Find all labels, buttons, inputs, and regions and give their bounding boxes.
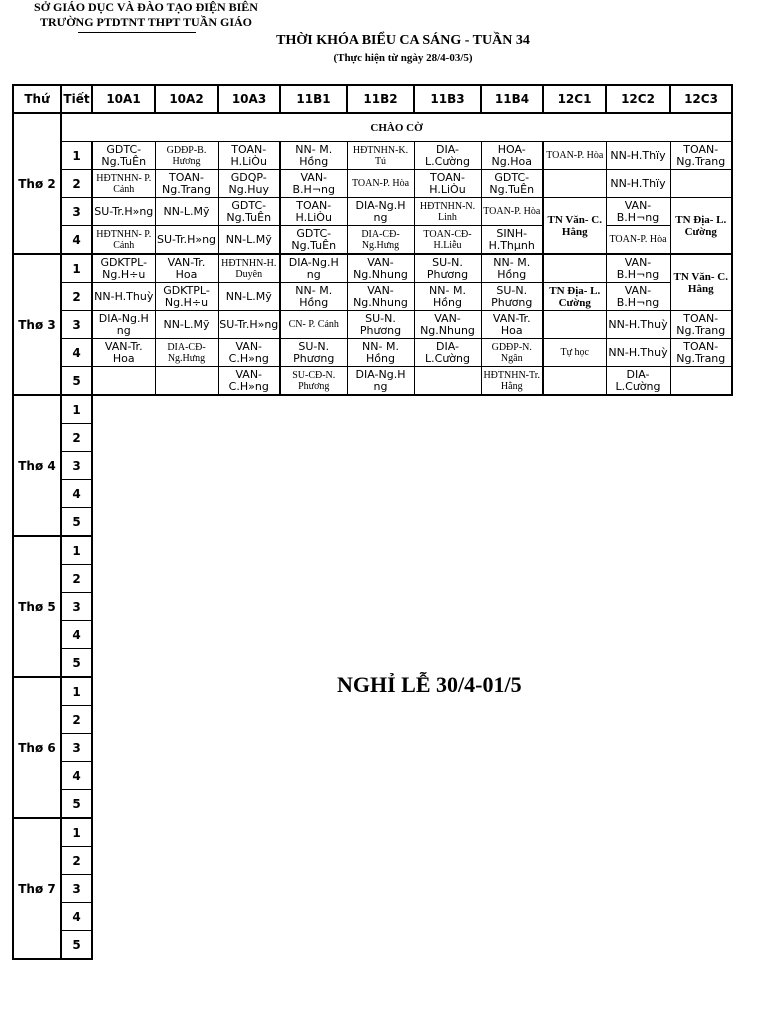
period-number: 4 <box>61 621 92 649</box>
day-label: Thø 6 <box>13 677 61 818</box>
department-name: SỞ GIÁO DỤC VÀ ĐÀO TẠO ĐIỆN BIÊN <box>34 0 258 14</box>
cell: NN-H.Thuỳ <box>606 339 670 367</box>
period-number: 1 <box>61 536 92 565</box>
col-header-11b4: 11B4 <box>481 85 543 113</box>
table-row <box>13 254 732 283</box>
cell: VAN-Tr. Hoa <box>481 311 543 339</box>
col-header-12c3: 12C3 <box>670 85 732 113</box>
cell <box>670 367 732 396</box>
cell: NN-L.Mỹ <box>218 283 280 311</box>
period-number: 1 <box>61 818 92 847</box>
timetable <box>12 84 733 960</box>
cell: Tự học <box>543 339 606 367</box>
cell: TOAN-P. Hòa <box>481 198 543 226</box>
table-row <box>13 339 732 367</box>
table-row <box>13 367 732 396</box>
day-label: Thø 2 <box>13 113 61 254</box>
day-label: Thø 4 <box>13 395 61 536</box>
cell: NN-H.Thïy <box>606 170 670 198</box>
period-number: 5 <box>61 931 92 960</box>
date-range: (Thực hiện từ ngày 28/4-03/5) <box>333 52 473 64</box>
period-number: 3 <box>61 198 92 226</box>
cell: GDĐP-B. Hương <box>155 142 218 170</box>
period-number: 1 <box>61 395 92 424</box>
period-number: 4 <box>61 903 92 931</box>
period-number: 3 <box>61 311 92 339</box>
cell: CN- P. Cảnh <box>280 311 347 339</box>
col-header-11b3: 11B3 <box>414 85 481 113</box>
cell: VAN-C.H»ng <box>218 339 280 367</box>
cell: TOAN-P. Hòa <box>606 226 670 255</box>
cell: DIA-Ng.H ng <box>347 367 414 396</box>
school-name: TRƯỜNG PTDTNT THPT TUẦN GIÁO <box>39 15 253 29</box>
period-number: 2 <box>61 565 92 593</box>
cell: HĐTNHN-N. Linh <box>414 198 481 226</box>
cell: VAN-B.H¬ng <box>606 254 670 283</box>
cell: GDKTPL-Ng.H÷u <box>92 254 155 283</box>
cell: NN-H.Thuỳ <box>92 283 155 311</box>
col-header-11b1: 11B1 <box>280 85 347 113</box>
period-number: 1 <box>61 254 92 283</box>
period-number: 2 <box>61 424 92 452</box>
cell <box>92 367 155 396</box>
cell: SU-CĐ-N. Phương <box>280 367 347 396</box>
cell: HOA-Ng.Hoa <box>481 142 543 170</box>
cell: GDTC-Ng.TuÊn <box>481 170 543 198</box>
col-header-11b2: 11B2 <box>347 85 414 113</box>
day-label: Thø 3 <box>13 254 61 395</box>
cell: NN- M. Hồng <box>347 339 414 367</box>
table-row <box>13 142 732 170</box>
cell: DIA-Ng.H ng <box>92 311 155 339</box>
cell <box>543 311 606 339</box>
cell <box>414 367 481 396</box>
cell: NN-L.Mỹ <box>155 198 218 226</box>
period-number: 4 <box>61 226 92 255</box>
period-number: 2 <box>61 847 92 875</box>
cell: DIA-L.Cường <box>606 367 670 396</box>
cell: HĐTNHN-H. Duyên <box>218 254 280 283</box>
cell: HĐTNHN-K. Tú <box>347 142 414 170</box>
day-label: Thø 5 <box>13 536 61 677</box>
cell: HĐTNHN-Tr. Hằng <box>481 367 543 396</box>
cell: DIA-CĐ-Ng.Hưng <box>347 226 414 255</box>
cell: HĐTNHN- P. Cảnh <box>92 170 155 198</box>
cell: TN Địa- L. Cường <box>543 283 606 311</box>
cell: DIA-Ng.H ng <box>280 254 347 283</box>
cell: VAN-Tr. Hoa <box>92 339 155 367</box>
cell: GDKTPL-Ng.H÷u <box>155 283 218 311</box>
period-number: 4 <box>61 480 92 508</box>
cell: VAN-Tr. Hoa <box>155 254 218 283</box>
cell: NN- M. Hồng <box>481 254 543 283</box>
cell: TOAN-H.LiÒu <box>280 198 347 226</box>
cell: TN Văn- C. Hằng <box>543 198 606 255</box>
period-number: 5 <box>61 649 92 678</box>
cell <box>155 367 218 396</box>
cell: NN- M. Hồng <box>280 283 347 311</box>
table-row <box>13 311 732 339</box>
table-row <box>13 170 732 198</box>
page-title: THỜI KHÓA BIỂU CA SÁNG - TUẦN 34 <box>276 33 530 48</box>
col-header-day: Thứ <box>13 85 61 113</box>
day-label: Thø 7 <box>13 818 61 959</box>
period-number: 3 <box>61 593 92 621</box>
cell: GDTC-Ng.TuÊn <box>280 226 347 255</box>
table-row <box>13 113 732 142</box>
cell: SU-N. Phương <box>481 283 543 311</box>
period-number: 3 <box>61 875 92 903</box>
cell: VAN-C.H»ng <box>218 367 280 396</box>
table-row <box>13 395 732 424</box>
col-header-10a1: 10A1 <box>92 85 155 113</box>
period-number: 1 <box>61 677 92 706</box>
period-number: 2 <box>61 706 92 734</box>
period-number: 5 <box>61 790 92 819</box>
cell: SU-N. Phương <box>414 254 481 283</box>
col-header-12c2: 12C2 <box>606 85 670 113</box>
period-number: 2 <box>61 170 92 198</box>
cell: TOAN-P. Hòa <box>347 170 414 198</box>
cell: NN- M. Hồng <box>414 283 481 311</box>
cell: TOAN-Ng.Trang <box>670 339 732 367</box>
period-number: 1 <box>61 142 92 170</box>
col-header-period: Tiết <box>61 85 92 113</box>
cell: DIA-L.Cường <box>414 339 481 367</box>
cell <box>670 170 732 198</box>
period-number: 2 <box>61 283 92 311</box>
cell: NN-H.Thuỳ <box>606 311 670 339</box>
cell: TN Địa- L. Cường <box>670 198 732 255</box>
col-header-10a2: 10A2 <box>155 85 218 113</box>
cell: SU-Tr.H»ng <box>155 226 218 255</box>
cell: SU-Tr.H»ng <box>218 311 280 339</box>
period-number: 3 <box>61 452 92 480</box>
cell: SU-N. Phương <box>280 339 347 367</box>
holiday-notice: NGHỈ LỄ 30/4-01/5 <box>92 395 732 959</box>
cell <box>543 170 606 198</box>
cell: GDĐP-N. Ngân <box>481 339 543 367</box>
cell: VAN-B.H¬ng <box>606 283 670 311</box>
cell: VAN-B.H¬ng <box>280 170 347 198</box>
period-number: 3 <box>61 734 92 762</box>
cell: TOAN-Ng.Trang <box>670 311 732 339</box>
cell: TOAN-Ng.Trang <box>670 142 732 170</box>
header-row <box>13 85 732 113</box>
cell: DIA-Ng.H ng <box>347 198 414 226</box>
table-row <box>13 283 732 311</box>
cell: TOAN-CĐ-H.Liễu <box>414 226 481 255</box>
cell: TOAN-Ng.Trang <box>155 170 218 198</box>
cell: DIA-CĐ-Ng.Hưng <box>155 339 218 367</box>
cell: NN-L.Mỹ <box>218 226 280 255</box>
col-header-10a3: 10A3 <box>218 85 280 113</box>
header-underline <box>78 32 196 33</box>
cell: DIA-L.Cường <box>414 142 481 170</box>
cell: VAN-Ng.Nhung <box>347 254 414 283</box>
cell: TOAN-P. Hòa <box>543 142 606 170</box>
cell <box>543 367 606 396</box>
cell: GDTC-Ng.TuÊn <box>92 142 155 170</box>
cell: VAN-Ng.Nhung <box>347 283 414 311</box>
cell: GDTC-Ng.TuÊn <box>218 198 280 226</box>
period-number: 4 <box>61 762 92 790</box>
cell: TOAN-H.LiÒu <box>414 170 481 198</box>
cell: VAN-Ng.Nhung <box>414 311 481 339</box>
col-header-12c1: 12C1 <box>543 85 606 113</box>
cell: NN- M. Hồng <box>280 142 347 170</box>
cell: NN-H.Thïy <box>606 142 670 170</box>
period-number: 5 <box>61 367 92 396</box>
period-number: 4 <box>61 339 92 367</box>
cell: TOAN-H.LiÒu <box>218 142 280 170</box>
cell: SU-Tr.H»ng <box>92 198 155 226</box>
cell: TN Văn- C. Hằng <box>670 254 732 311</box>
cell: GDQP-Ng.Huy <box>218 170 280 198</box>
cell: HĐTNHN- P. Cảnh <box>92 226 155 255</box>
table-row <box>13 226 732 255</box>
cell: SINH-H.Thµnh <box>481 226 543 255</box>
period-number: 5 <box>61 508 92 537</box>
cell <box>543 254 606 283</box>
flag-ceremony: CHÀO CỜ <box>61 113 732 142</box>
table-row <box>13 198 732 226</box>
cell: VAN-B.H¬ng <box>606 198 670 226</box>
cell: NN-L.Mỹ <box>155 311 218 339</box>
cell: SU-N. Phương <box>347 311 414 339</box>
